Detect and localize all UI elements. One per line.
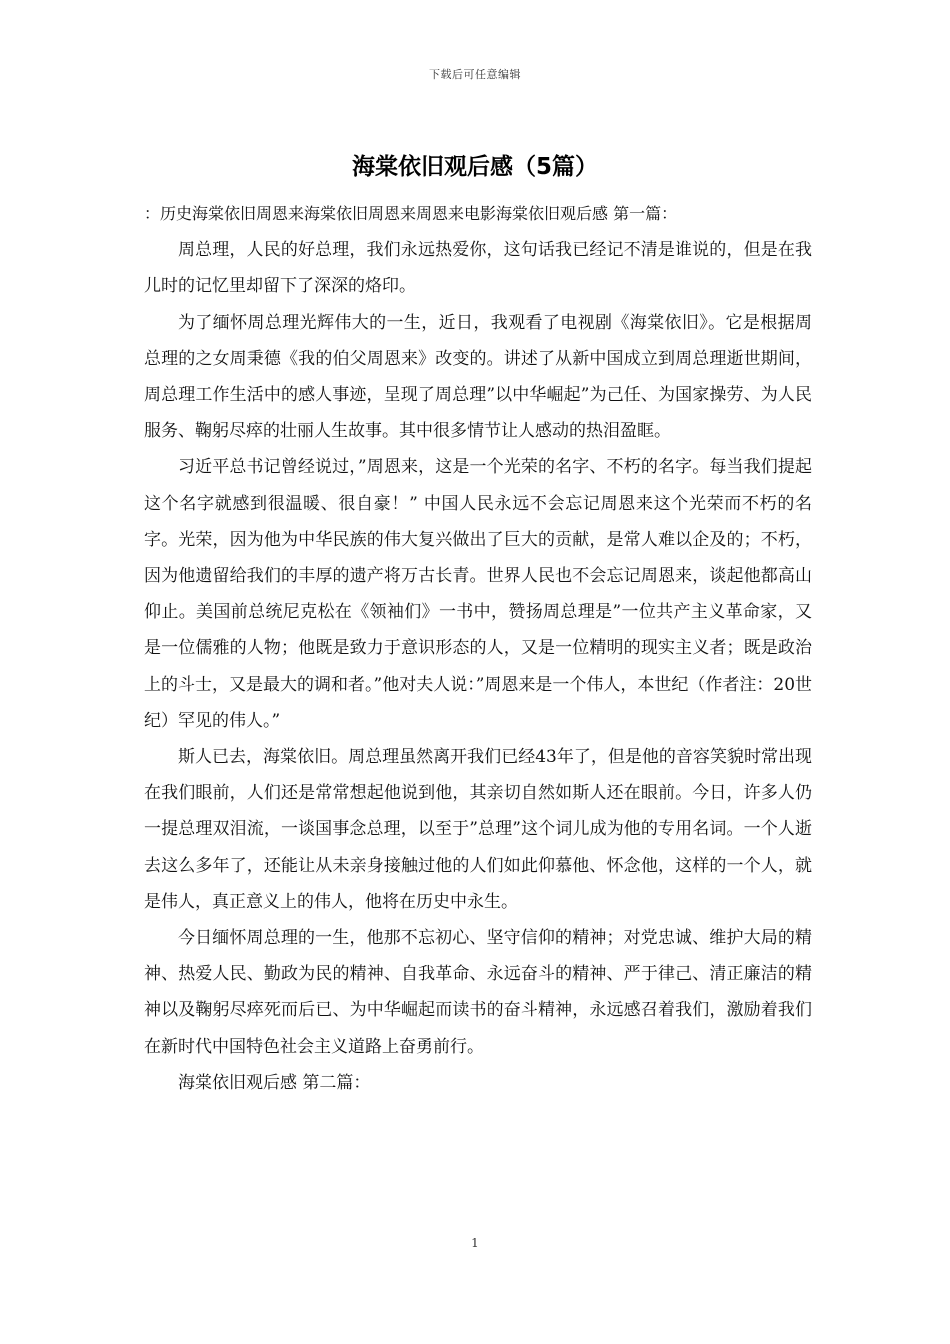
page-title: 海棠依旧观后感（5篇） xyxy=(351,154,598,180)
paragraph: 周总理，人民的好总理，我们永远热爱你，这句话我已经记不清是谁说的，但是在我儿时的记忆里却留下了深深的烙印。 xyxy=(144,240,812,297)
page-number: 1 xyxy=(471,1236,479,1250)
lead-paragraph: ：历史海棠依旧周恩来海棠依旧周恩来周恩来电影海棠依旧观后感 第一篇： xyxy=(144,204,678,223)
paragraph: 为了缅怀周总理光辉伟大的一生，近日，我观看了电视剧《海棠依旧》。它是根据周总理的之女周秉德《我的伯父周恩来》改变的。讲述了从新中国成立到周总理逝世期间，周总理工作生活中的感人事迹，呈现了周总理”以中华崛起”为己任、为国家操劳、为人民服务、鞠躬尽瘁的壮丽人生故事。其中很多情节让人感动的热泪盈眶。 xyxy=(144,312,812,442)
body-text xyxy=(144,196,812,1101)
paragraph: 斯人已去，海棠依旧。周总理虽然离开我们已经43年了，但是他的音容笑貌时常出现在我们眼前，人们还是常常想起他说到他，其亲切自然如斯人还在眼前。今日，许多人仍一提总理双泪流，一谈国事念总理，以至于”总理”这个词儿成为他的专用名词。一个人逝去这么多年了，还能让从未亲身接触过他的人们如此仰慕他、怀念他，这样的一个人，就是伟人，真正意义上的伟人，他将在历史中永生。 xyxy=(144,747,812,912)
paragraph: 今日缅怀周总理的一生，他那不忘初心、坚守信仰的精神；对党忠诚、维护大局的精神、热爱人民、勤政为民的精神、自我革命、永远奋斗的精神、严于律己、清正廉洁的精神以及鞠躬尽瘁死而后已、为中华崛起而读书的奋斗精神，永远感召着我们，激励着我们在新时代中国特色社会主义道路上奋勇前行。 xyxy=(144,928,812,1057)
header-note: 下载后可任意编辑 xyxy=(429,68,521,81)
section-heading-paragraph: 海棠依旧观后感 第二篇： xyxy=(178,1072,371,1093)
paragraph: 习近平总书记曾经说过，”周恩来，这是一个光荣的名字、不朽的名字。每当我们提起这个名字就感到很温暖、很自豪！” 中国人民永远不会忘记周恩来这个光荣而不朽的名字。光荣，因为他为中华民族的伟大复兴做出了巨大的贡献，是常人难以企及的；不朽，因为他遗留给我们的丰厚的遗产将万古长青。世界人民也不会忘记周恩来，谈起他都高山仰止。美国前总统尼克松在《领袖们》一书中，赞扬周总理是”一位共产主义革命家，又是一位儒雅的人物；他既是致力于意识形态的人，又是一位精明的现实主义者；既是政治上的斗士，又是最大的调和者。”他对夫人说：”周恩来是一个伟人，本世纪（作者注：20世纪）罕见的伟人。” xyxy=(144,457,813,731)
